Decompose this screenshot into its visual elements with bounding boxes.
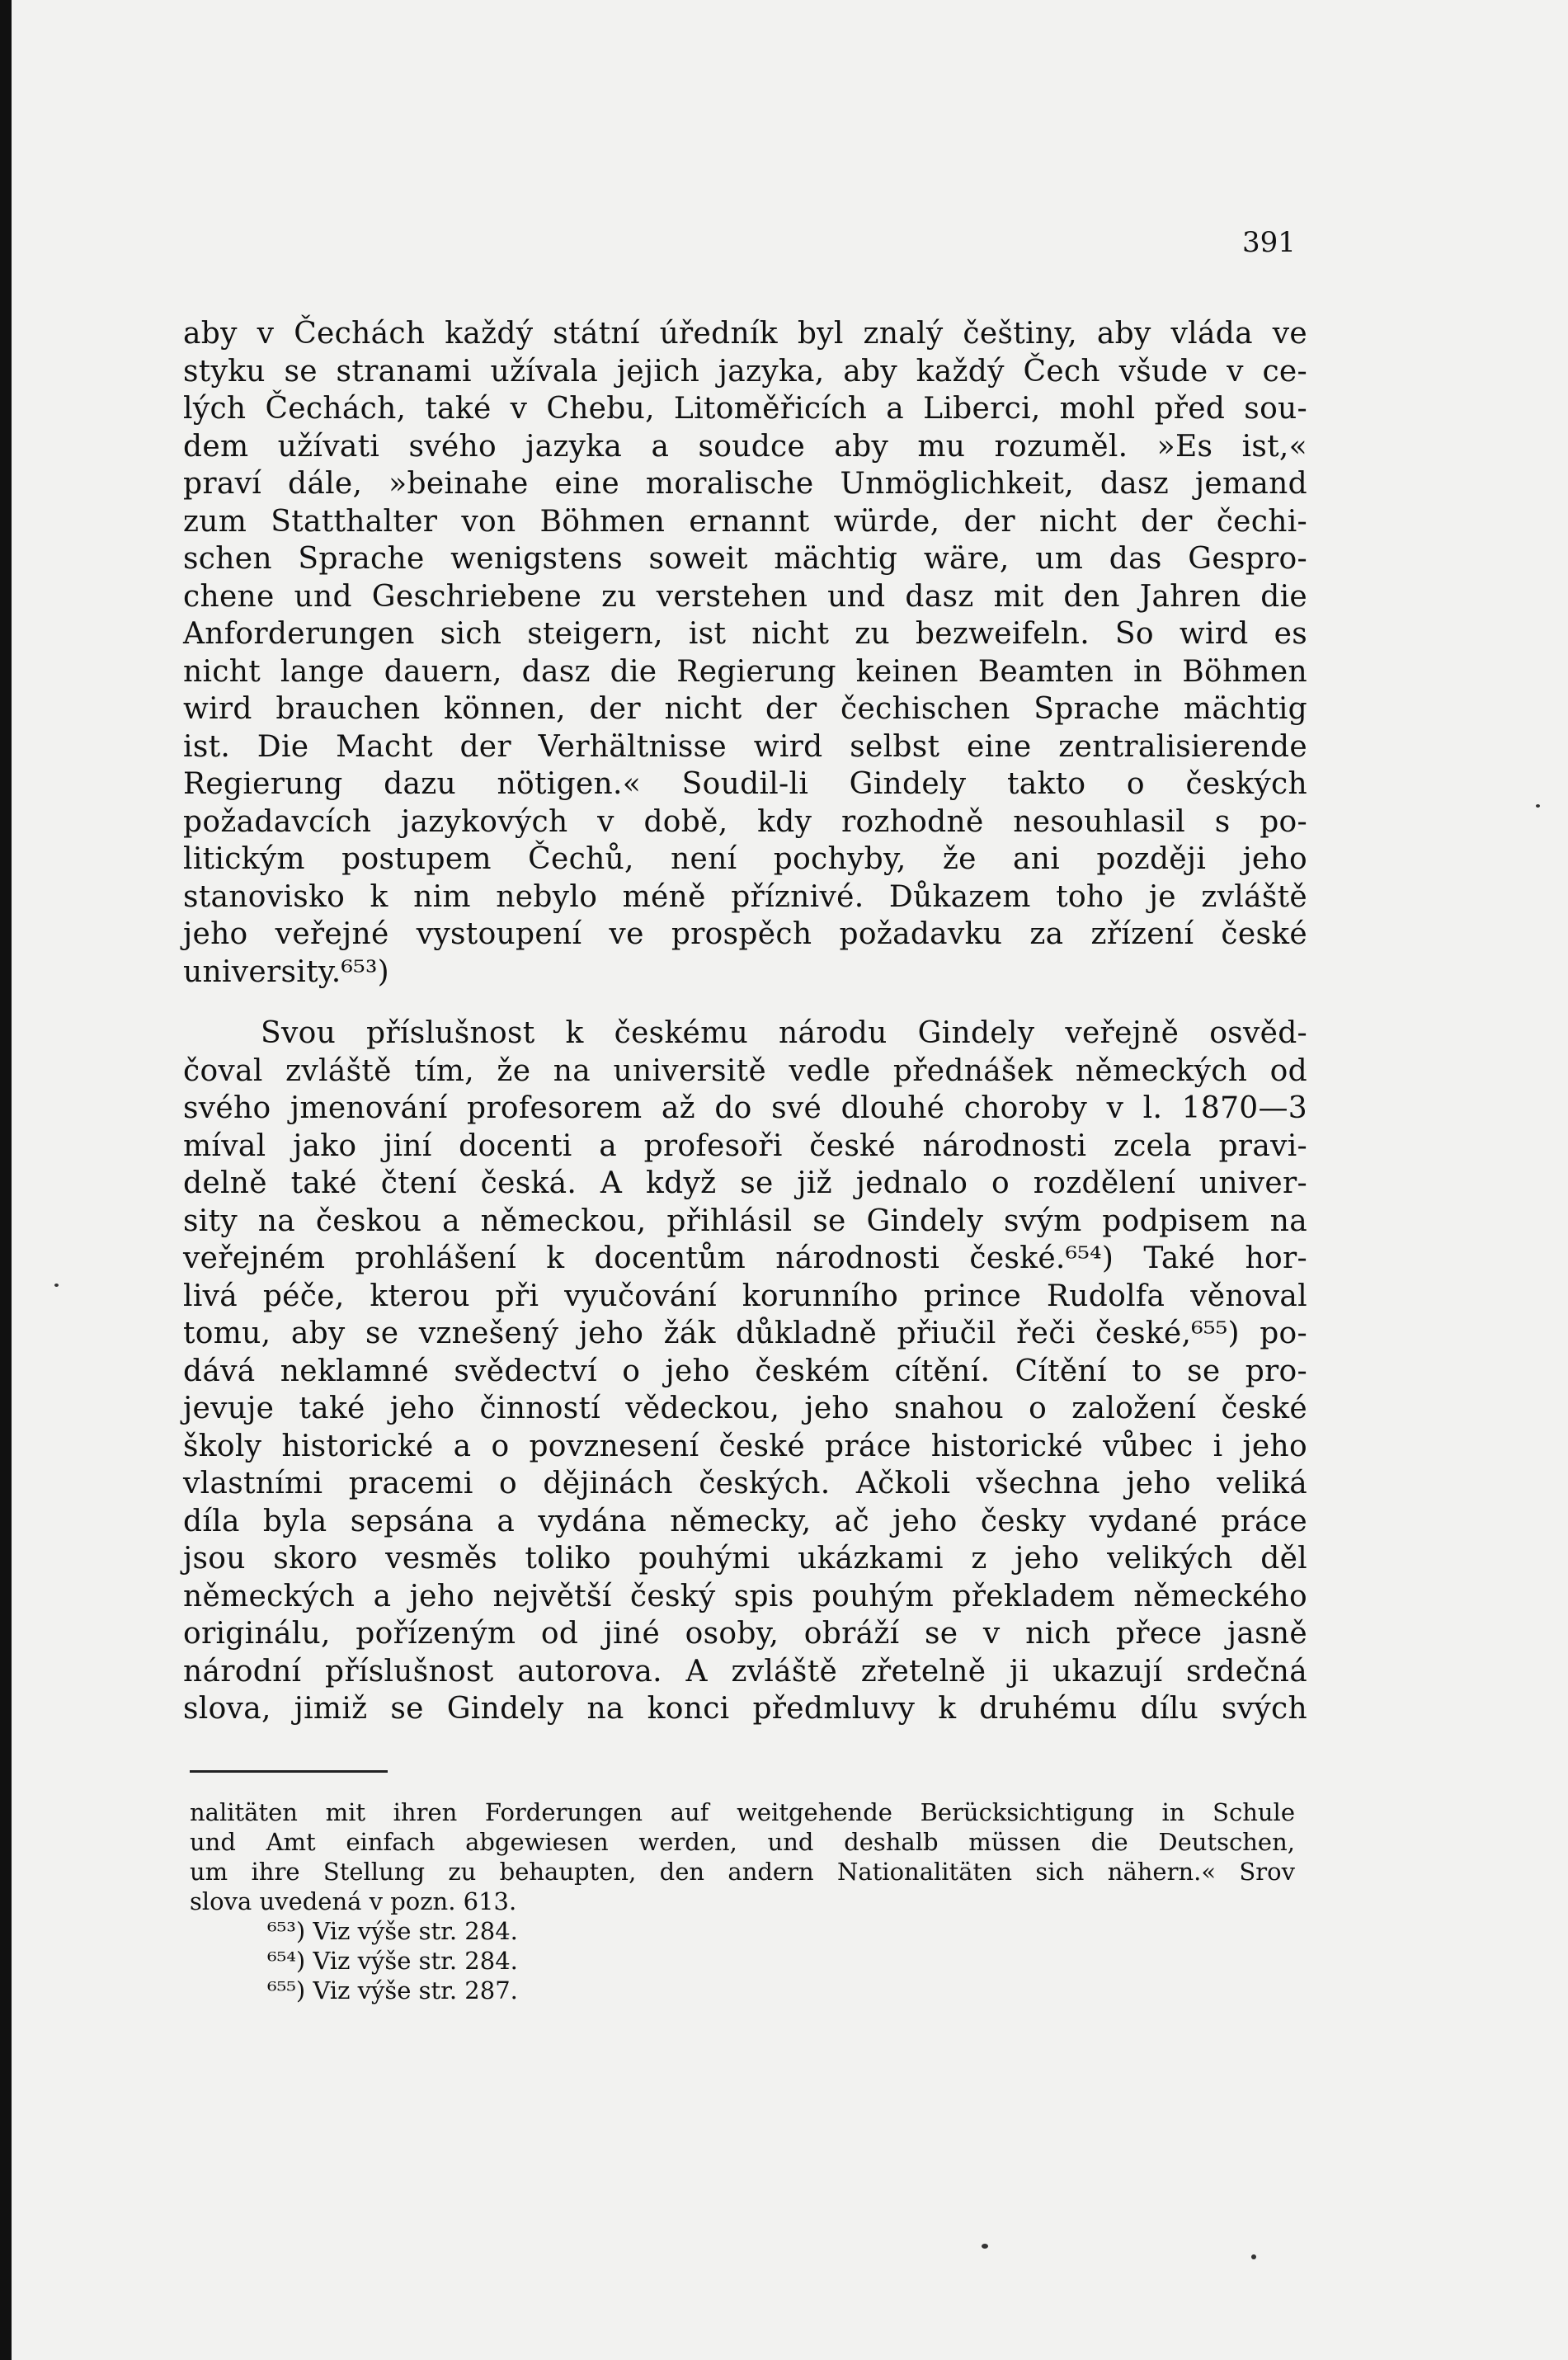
footnote-line: um ihre Stellung zu behaupten, den andern Nationalitäten sich nähern.« Srov bbox=[190, 1858, 1295, 1886]
dust-speck bbox=[1251, 2254, 1256, 2259]
paragraph-1 bbox=[183, 315, 1307, 991]
text-line: chene und Geschriebene zu verstehen und dasz mit den Jahren die bbox=[183, 579, 1307, 614]
dust-speck bbox=[982, 2244, 988, 2249]
book-page bbox=[12, 0, 1568, 2360]
text-line: požadavcích jazykových v době, kdy rozhodně nesouhlasil s po- bbox=[183, 804, 1307, 839]
footnote-divider bbox=[190, 1770, 388, 1773]
dust-speck bbox=[54, 1284, 59, 1287]
text-line: schen Sprache wenigstens soweit mächtig wäre, um das Gespro- bbox=[183, 542, 1307, 576]
dust-speck bbox=[1536, 804, 1540, 808]
text-line: jeho veřejné vystoupení ve prospěch požadavku za zřízení české bbox=[183, 917, 1307, 951]
text-line: delně také čtení česká. A když se již jednalo o rozdělení univer- bbox=[183, 1166, 1307, 1200]
text-line: slova, jimiž se Gindely na konci předmluvy k druhému dílu svých bbox=[183, 1692, 1307, 1726]
text-line: díla byla sepsána a vydána německy, ač jeho česky vydané práce bbox=[183, 1504, 1307, 1538]
page-number: 391 bbox=[1242, 226, 1296, 259]
text-line: jevuje také jeho činností vědeckou, jeho snahou o založení české bbox=[183, 1392, 1307, 1425]
text-line: Anforderungen sich steigern, ist nicht zu bezweifeln. So wird es bbox=[183, 617, 1307, 651]
footnote-653: ⁶⁵³) Viz výše str. 284. bbox=[267, 1917, 518, 1945]
paragraph-2 bbox=[183, 1015, 1307, 1728]
footnote-654: ⁶⁵⁴) Viz výše str. 284. bbox=[267, 1947, 518, 1975]
text-line: národní příslušnost autorova. A zvláště zřetelně ji ukazují srdečná bbox=[183, 1654, 1307, 1689]
text-line: aby v Čechách každý státní úředník byl znalý češtiny, aby vláda ve bbox=[183, 317, 1307, 351]
text-line: lých Čechách, také v Chebu, Litoměřicích a Liberci, mohl před sou- bbox=[183, 392, 1307, 426]
text-line: zum Statthalter von Böhmen ernannt würde, der nicht der čechi- bbox=[183, 504, 1307, 539]
text-line: vlastními pracemi o dějinách českých. Ačkoli všechna jeho veliká bbox=[183, 1467, 1307, 1500]
text-line: jsou skoro vesměs toliko pouhými ukázkami z jeho velikých děl bbox=[183, 1542, 1307, 1576]
text-line: Regierung dazu nötigen.« Soudil-li Gindely takto o českých bbox=[183, 767, 1307, 801]
scan-edge bbox=[0, 0, 12, 2360]
text-line: nicht lange dauern, dasz die Regierung keinen Beamten in Böhmen bbox=[183, 654, 1307, 689]
text-line: Svou příslušnost k českému národu Gindely veřejně osvěd- bbox=[261, 1016, 1307, 1050]
text-line: university.⁶⁵³) bbox=[183, 954, 390, 989]
text-line: tomu, aby se vznešený jeho žák důkladně přiučil řeči české,⁶⁵⁵) po- bbox=[183, 1317, 1307, 1350]
footnote-line: slova uvedená v pozn. 613. bbox=[190, 1887, 517, 1915]
text-line: ist. Die Macht der Verhältnisse wird selbst eine zentralisierende bbox=[183, 729, 1307, 764]
text-line: sity na českou a německou, přihlásil se Gindely svým podpisem na bbox=[183, 1204, 1307, 1238]
text-line: praví dále, »beinahe eine moralische Unmöglichkeit, dasz jemand bbox=[183, 467, 1307, 501]
text-line: německých a jeho největší český spis pouhým překladem německého bbox=[183, 1579, 1307, 1613]
text-line: livá péče, kterou při vyučování korunního prince Rudolfa věnoval bbox=[183, 1279, 1307, 1313]
text-line: styku se stranami užívala jejich jazyka, aby každý Čech všude v ce- bbox=[183, 354, 1307, 389]
footnotes bbox=[190, 1797, 1295, 2005]
text-line: originálu, pořízeným od jiné osoby, obráží se v nich přece jasně bbox=[183, 1617, 1307, 1651]
text-line: litickým postupem Čechů, není pochyby, že ani později jeho bbox=[183, 842, 1307, 876]
text-line: dem užívati svého jazyka a soudce aby mu rozuměl. »Es ist,« bbox=[183, 429, 1307, 464]
text-line: wird brauchen können, der nicht der čechischen Sprache mächtig bbox=[183, 692, 1307, 726]
footnote-line: nalitäten mit ihren Forderungen auf weitgehende Berücksichtigung in Schule bbox=[190, 1798, 1295, 1826]
footnote-655: ⁶⁵⁵) Viz výše str. 287. bbox=[267, 1976, 518, 2004]
text-line: dává neklamné svědectví o jeho českém cítění. Cítění to se pro- bbox=[183, 1354, 1307, 1388]
text-line: svého jmenování profesorem až do své dlouhé choroby v l. 1870—3 bbox=[183, 1091, 1307, 1125]
text-line: míval jako jiní docenti a profesoři české národnosti zcela pravi- bbox=[183, 1128, 1307, 1163]
footnote-line: und Amt einfach abgewiesen werden, und deshalb müssen die Deutschen, bbox=[190, 1828, 1295, 1856]
text-line: školy historické a o povznesení české práce historické vůbec i jeho bbox=[183, 1429, 1307, 1463]
text-line: veřejném prohlášení k docentům národnosti české.⁶⁵⁴) Také hor- bbox=[183, 1241, 1307, 1275]
text-line: stanovisko k nim nebylo méně příznivé. Důkazem toho je zvláště bbox=[183, 879, 1307, 914]
text-line: čoval zvláště tím, že na universitě vedle přednášek německých od bbox=[183, 1053, 1307, 1088]
